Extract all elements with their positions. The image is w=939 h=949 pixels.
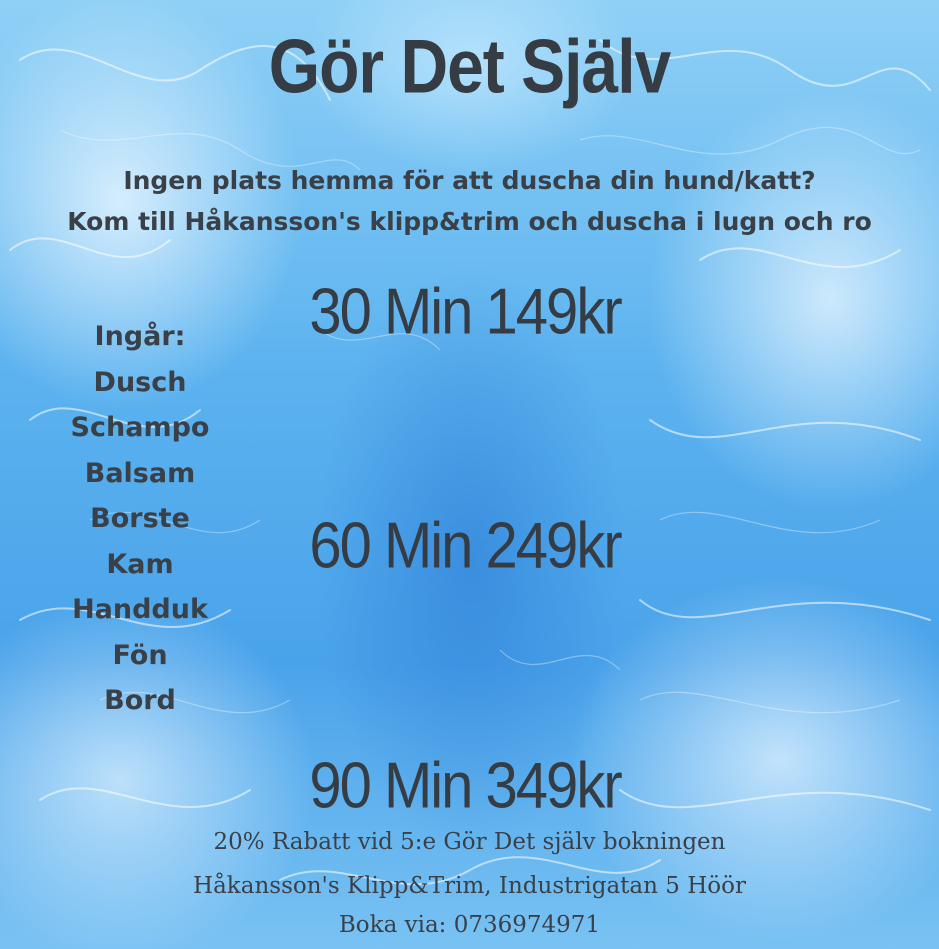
address-text: Håkansson's Klipp&Trim, Industrigatan 5 Höör [193, 873, 746, 899]
includes-item: Dusch [93, 366, 187, 398]
includes-list [50, 314, 230, 724]
subtitle-line-2: Kom till Håkansson's klipp&trim och duscha i lugn och ro [67, 207, 872, 236]
price-90-min: 90 Min 349kr [309, 749, 621, 822]
booking-phone: Boka via: 0736974971 [338, 912, 601, 938]
includes-item: Bord [104, 685, 176, 716]
discount-text: 20% Rabatt vid 5:e Gör Det själv bokningen [213, 829, 726, 855]
subtitle-line-1: Ingen plats hemma för att duscha din hund/katt? [123, 166, 816, 195]
includes-item: Borste [90, 503, 190, 534]
price-30-min: 30 Min 149kr [309, 275, 621, 348]
page-title: Gör Det Själv [268, 23, 671, 109]
includes-item: Schampo [70, 412, 210, 443]
price-60-min: 60 Min 249kr [309, 509, 621, 582]
includes-heading: Ingår: [94, 321, 186, 352]
includes-item: Kam [106, 548, 174, 580]
includes-item: Fön [112, 639, 168, 671]
includes-item: Handduk [72, 594, 208, 625]
includes-item: Balsam [84, 457, 196, 489]
